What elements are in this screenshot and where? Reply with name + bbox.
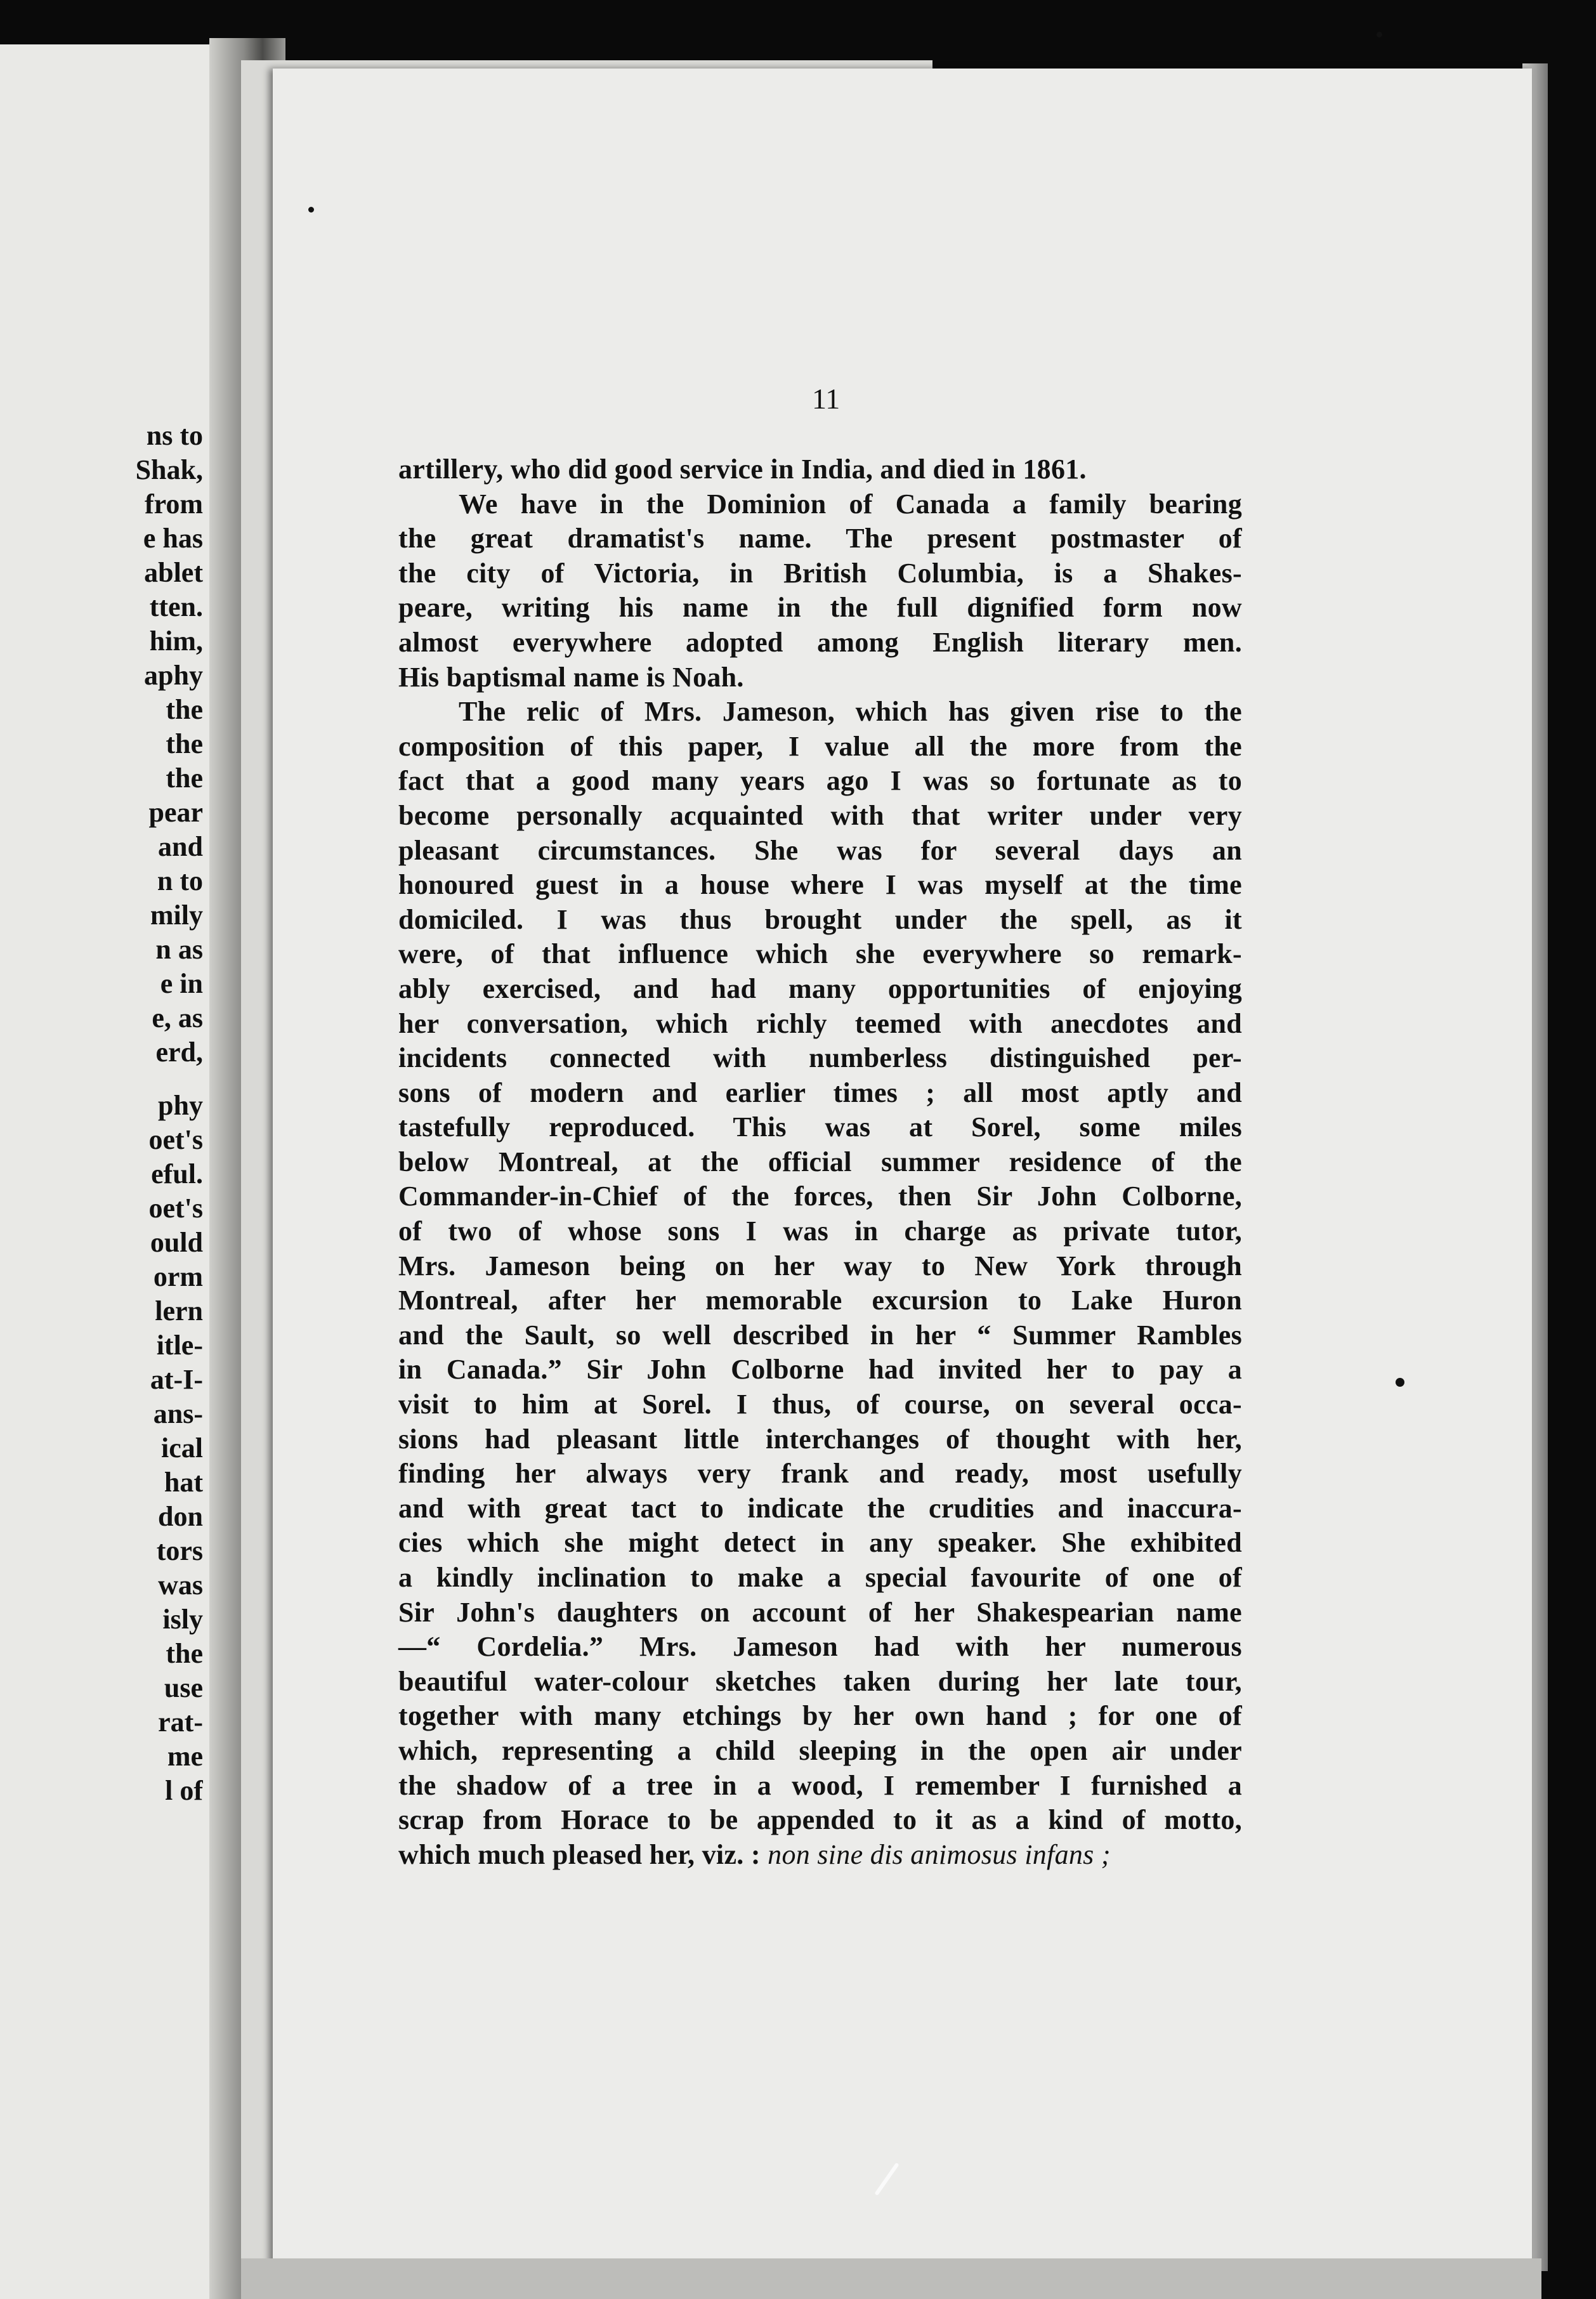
text-line: peare, writing his name in the full dignified form now	[398, 592, 1242, 624]
previous-page-line: ablet	[144, 557, 203, 588]
text-line: Montreal, after her memorable excursion to Lake Huron	[398, 1285, 1242, 1316]
text-line: cies which she might detect in any speaker. She exhibited	[398, 1527, 1242, 1559]
text-line: Commander-in-Chief of the forces, then Sir John Colborne,	[398, 1181, 1242, 1212]
previous-page-line: lern	[155, 1295, 203, 1326]
text-line: and with great tact to indicate the crudities and inaccura-	[398, 1492, 1242, 1524]
previous-page-line: e in	[160, 968, 203, 999]
text-line: Sir John's daughters on account of her Shakespearian name	[398, 1596, 1242, 1628]
text-line: in Canada.” Sir John Colborne had invited her to pay a	[398, 1354, 1242, 1385]
previous-page-line: at-I-	[150, 1364, 203, 1395]
dust-speck	[308, 207, 314, 213]
text-line: ably exercised, and had many opportunities of enjoying	[398, 973, 1242, 1004]
text-line: —“ Cordelia.” Mrs. Jameson had with her numerous	[398, 1631, 1242, 1663]
text-line: Mrs. Jameson being on her way to New York through	[398, 1250, 1242, 1281]
text-line: which, representing a child sleeping in the open air under	[398, 1734, 1242, 1766]
text-line: incidents connected with numberless distinguished per-	[398, 1042, 1242, 1074]
previous-page-line: erd,	[155, 1037, 203, 1068]
text-line: domiciled. I was thus brought under the spell, as it	[398, 903, 1242, 935]
text-line: The relic of Mrs. Jameson, which has given rise to the	[459, 696, 1242, 728]
previous-page-line: him,	[149, 626, 203, 657]
text-line: fact that a good many years ago I was so fortunate as to	[398, 765, 1242, 797]
previous-page-line: tors	[156, 1535, 203, 1566]
previous-page-line: n as	[155, 934, 203, 965]
previous-page-line: ans-	[153, 1398, 203, 1429]
text-line: finding her always very frank and ready, most usefully	[398, 1458, 1242, 1490]
previous-page-line: mily	[150, 900, 203, 931]
text-line: tastefully reproduced. This was at Sorel, some miles	[398, 1111, 1242, 1143]
text-line: composition of this paper, I value all the more from the	[398, 730, 1242, 762]
previous-page-line: me	[167, 1741, 203, 1772]
previous-page-line: oet's	[148, 1124, 203, 1155]
text-line: pleasant circumstances. She was for several days an	[398, 834, 1242, 866]
previous-page-line: ical	[161, 1432, 203, 1464]
text-line: the great dramatist's name. The present postmaster of	[398, 523, 1242, 554]
previous-page-line: pear	[148, 797, 203, 828]
previous-page-line: Shak,	[135, 454, 203, 485]
text-line: were, of that influence which she everywhere so remark-	[398, 938, 1242, 970]
text-line: visit to him at Sorel. I thus, of course, on several occa-	[398, 1389, 1242, 1420]
text-line: of two of whose sons I was in charge as private tutor,	[398, 1215, 1242, 1247]
previous-page-line: n to	[157, 865, 203, 896]
previous-page-line: from	[144, 488, 203, 520]
previous-page-line: was	[158, 1569, 203, 1601]
text-line: His baptismal name is Noah.	[398, 661, 744, 693]
previous-page-line: tten.	[149, 591, 203, 622]
text-line: below Montreal, at the official summer residence of the	[398, 1146, 1242, 1177]
latin-motto: non sine dis animosus infans ;	[768, 1838, 1111, 1870]
text-line: almost everywhere adopted among English literary men.	[398, 626, 1242, 658]
text-line: which much pleased her, viz. : non sine dis animosus infans ;	[398, 1838, 1111, 1870]
previous-page-line: phy	[158, 1090, 203, 1121]
text-line: sons of modern and earlier times ; all most aptly and	[398, 1077, 1242, 1108]
previous-page-line	[0, 1070, 203, 1089]
previous-page-line: hat	[164, 1467, 203, 1498]
text-line: her conversation, which richly teemed with anecdotes and	[398, 1007, 1242, 1039]
dust-speck	[1396, 1378, 1404, 1387]
text-line: beautiful water-colour sketches taken during her late tour,	[398, 1665, 1242, 1697]
text-line: artillery, who did good service in India, and died in 1861.	[398, 454, 1087, 485]
previous-page-line: rat-	[158, 1706, 203, 1738]
previous-page-line: e, as	[152, 1002, 203, 1033]
text-line: sions had pleasant little interchanges of thought with her,	[398, 1423, 1242, 1455]
previous-page-text-fragments	[0, 419, 203, 1808]
text-line: We have in the Dominion of Canada a family bearing	[459, 488, 1242, 520]
previous-page-line: isly	[162, 1604, 203, 1635]
text-line: the city of Victoria, in British Columbia, is a Shakes-	[398, 557, 1242, 589]
page-bottom-edge	[241, 2258, 1541, 2299]
previous-page-line: orm	[153, 1261, 203, 1292]
text-line: become personally acquainted with that writer under very	[398, 799, 1242, 831]
previous-page-line: eful.	[151, 1158, 203, 1189]
previous-page-line: don	[158, 1501, 203, 1532]
text-line: together with many etchings by her own hand ; for one of	[398, 1700, 1242, 1732]
previous-page-line: the	[166, 728, 203, 759]
previous-page-line: use	[164, 1672, 203, 1703]
text-line: scrap from Horace to be appended to it as a kind of motto,	[398, 1804, 1242, 1836]
text-line: and the Sault, so well described in her “ Summer Rambles	[398, 1319, 1242, 1351]
previous-page-line: the	[166, 1638, 203, 1669]
previous-page-line: the	[166, 694, 203, 725]
previous-page-line: the	[166, 763, 203, 794]
text-line: honoured guest in a house where I was myself at the time	[398, 869, 1242, 901]
page-number: 11	[812, 383, 841, 415]
page-body-text	[398, 452, 1242, 1872]
dust-speck	[1377, 32, 1382, 37]
text-line: the shadow of a tree in a wood, I remember I furnished a	[398, 1769, 1242, 1801]
previous-page-line: e has	[143, 523, 203, 554]
previous-page-line: ns to	[146, 420, 203, 451]
previous-page-line: ould	[150, 1227, 203, 1258]
previous-page-line: and	[158, 831, 203, 862]
previous-page-line: oet's	[148, 1193, 203, 1224]
previous-page-line: aphy	[144, 660, 203, 691]
previous-page-line: itle-	[156, 1330, 203, 1361]
previous-page-line: l of	[165, 1775, 203, 1806]
text-line: a kindly inclination to make a special favourite of one of	[398, 1562, 1242, 1593]
